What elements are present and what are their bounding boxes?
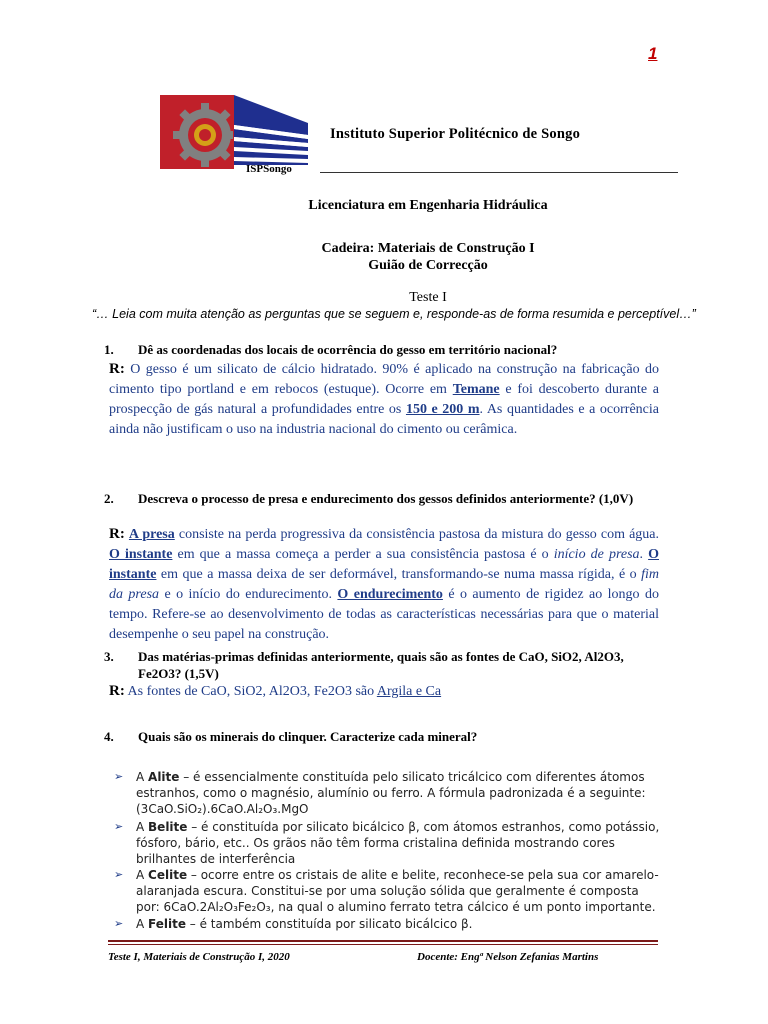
question-1: [104, 341, 659, 358]
mineral-description: – é essencialmente constituída pelo silicato tricálcico com diferentes átomos estranhos, como o magnésio, alumínio ou ferro. A fórmula padronizada é a seguinte:: [136, 770, 646, 800]
mineral-felite: [114, 916, 666, 932]
footer-left: Teste I, Materiais de Construção I, 2020: [108, 951, 290, 963]
answer-emphasis: O endurecimento: [337, 587, 443, 602]
mineral-name: Belite: [148, 820, 188, 834]
footer-rule-thin: [108, 944, 658, 945]
question-2: [104, 490, 659, 507]
bullet-prefix: A: [136, 770, 149, 784]
answer-text: e o início do endurecimento.: [159, 587, 338, 602]
answer-text: em que a massa começa a perder a sua consistência pastosa é o: [172, 547, 554, 562]
mineral-name: Celite: [148, 868, 188, 882]
question-text: Quais são os minerais do clinquer. Caracterize cada mineral?: [138, 729, 478, 744]
mineral-celite: [114, 867, 666, 915]
page-number: 1: [648, 44, 658, 63]
answer-emphasis: Temane: [452, 382, 500, 397]
question-number: 3.: [104, 649, 114, 664]
footer-right: Docente: Engª Nelson Zefanias Martins: [417, 951, 599, 963]
bullet-prefix: A: [136, 917, 149, 931]
mineral-description: – é constituída por silicato bicálcico β, com átomos estranhos, como potássio, fósforo, bário, etc.. Os grãos não têm forma cristalina definida mostrando cores brilhantes de interferência: [136, 820, 660, 866]
answer-text: . As quantidades e a ocorrência ainda não justificam o uso na industria nacional do cimento ou cerâmica.: [109, 402, 659, 437]
question-text: Dê as coordenadas dos locais de ocorrência do gesso em território nacional?: [138, 342, 558, 357]
mineral-name: Felite: [148, 917, 186, 931]
answer-text: é o aumento de rigidez ao longo do tempo. Refere-se ao desenvolvimento de todas as características necessárias para que o material desempenhe o seu papel na construção.: [109, 587, 659, 642]
test-title: Teste I: [409, 290, 447, 305]
answer-link-text: Argila e Ca: [376, 684, 442, 699]
question-text: Das matérias-primas definidas anteriormente, quais são as fontes de CaO, SiO2, Al2O3, Fe2O3? (1,5V): [138, 649, 624, 681]
answer-emphasis: O instante: [109, 547, 659, 582]
answer-text: .: [639, 547, 649, 562]
document-title: Guião de Correcção: [368, 258, 488, 273]
bullet-arrow-icon: ➢: [114, 868, 124, 881]
mineral-description: – é também constituída por silicato bicálcico β.: [185, 917, 473, 931]
mineral-description: – ocorre entre os cristais de alite e belite, reconhece-se pela sua cor amarelo-alaranjada escura. Constitui-se por uma solução sólida que geralmente é composta por: 6CaO.2Al₂O₃Fe₂O₃, na qual o alumino ferrato tetra cálcico é um ponto importante.: [136, 868, 659, 914]
answer-emphasis: 150 e 200 m: [405, 402, 480, 417]
answer-label: R:: [109, 683, 125, 699]
instruction-quote: “… Leia com muita atenção as perguntas que se seguem e, responde-as de forma resumida e perceptível…”: [92, 307, 696, 321]
answer-3: [109, 681, 659, 702]
question-number: 4.: [104, 729, 114, 744]
answer-2: [109, 524, 659, 645]
question-text: Descreva o processo de presa e endurecimento dos gessos definidos anteriormente? (1,0V): [138, 491, 634, 506]
answer-emphasis: O instante: [109, 547, 173, 562]
institution-name: Instituto Superior Politécnico de Songo: [330, 126, 581, 142]
bullet-arrow-icon: ➢: [114, 820, 124, 833]
footer-rule: [108, 940, 658, 942]
answer-emphasis: A presa: [128, 527, 175, 542]
logo-caption: ISPSongo: [246, 163, 292, 175]
answer-text: As fontes de CaO, SiO2, Al2O3, Fe2O3 são: [124, 684, 377, 699]
degree-title: Licenciatura em Engenharia Hidráulica: [308, 198, 548, 213]
answer-1: [109, 359, 659, 440]
answer-text: e foi descoberto durante a prospecção de gás natural a profundidades entre os: [109, 382, 659, 417]
answer-label: R:: [109, 526, 125, 542]
bullet-prefix: A: [136, 820, 149, 834]
mineral-name: Alite: [148, 770, 180, 784]
question-3: [104, 648, 659, 682]
answer-text: em que a massa deixa de ser deformável, transformando-se numa massa rígida, é o: [156, 567, 642, 582]
bullet-arrow-icon: ➢: [114, 770, 124, 783]
answer-label: R:: [109, 361, 125, 377]
bullet-prefix: A: [136, 868, 149, 882]
question-4: [104, 728, 659, 745]
mineral-belite: [114, 819, 666, 867]
answer-text: O gesso é um silicato de cálcio hidratado. 90% é aplicado na construção na fabricação do cimento tipo portland e em rebocos (estuque). Ocorre em: [109, 362, 659, 397]
question-number: 2.: [104, 491, 114, 506]
answer-italic: fim da presa: [109, 567, 659, 602]
question-number: 1.: [104, 342, 114, 357]
answer-text: consiste na perda progressiva da consistência pastosa da mistura do gesso com água.: [174, 527, 660, 542]
mineral-alite: [114, 769, 666, 817]
answer-italic: início de presa: [553, 547, 640, 562]
mineral-formula: (3CaO.SiO₂).6CaO.Al₂O₃.MgO: [136, 802, 309, 816]
subject-title: Cadeira: Materiais de Construção I: [321, 241, 535, 256]
bullet-arrow-icon: ➢: [114, 917, 124, 930]
header-underline: [320, 172, 678, 173]
